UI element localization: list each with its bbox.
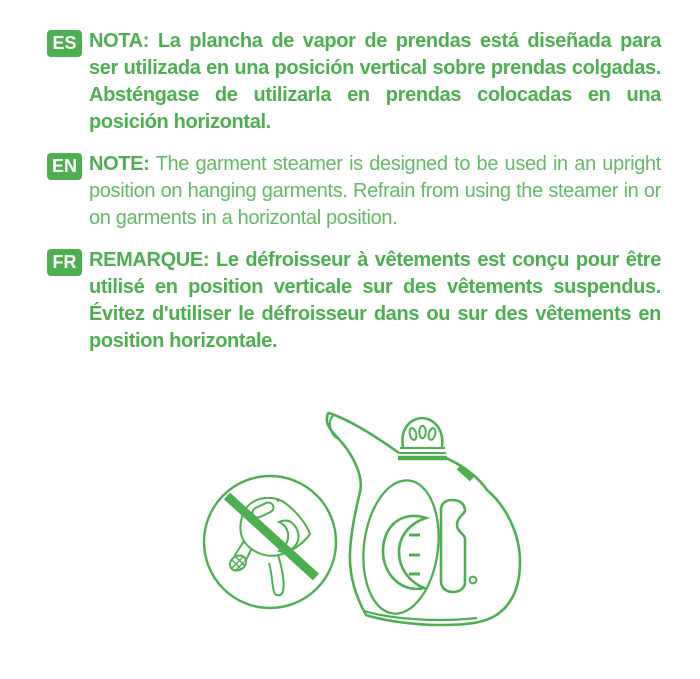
note-label-es: NOTA:: [89, 30, 150, 52]
garment-steamer-upright-illustration: [327, 413, 520, 625]
note-text-es: [89, 28, 661, 136]
note-label-fr: REMARQUE:: [89, 249, 210, 271]
handle-slot: [441, 500, 465, 592]
note-body-fr: Le défroisseur à vêtements est conçu pour être utilisé en position verticale sur des vêtements suspendus. Évitez d'utiliser le défroisseur dans ou sur des vêtements en position horizontale.: [89, 249, 661, 352]
language-badge-es: ES: [47, 30, 82, 57]
front-panel-seam: [356, 476, 446, 618]
language-badge-en: EN: [47, 153, 82, 180]
screw-dot: [470, 577, 477, 584]
note-text-en: [89, 151, 661, 232]
language-badge-fr: FR: [47, 249, 82, 276]
steamer-usage-illustration: [180, 392, 540, 642]
note-section-fr: [47, 247, 661, 355]
water-level-dashes: [409, 535, 420, 574]
shoulder-clip: [459, 467, 472, 479]
mini-spout-tail: [269, 555, 284, 595]
cap-vent-right: [427, 427, 436, 440]
note-body-en: The garment steamer is designed to be used in an upright position on hanging garments. Refrain from using the steamer in or on garments in a horizontal position.: [89, 153, 661, 229]
mini-clip-dot: [276, 498, 279, 501]
cap-vent-middle: [419, 426, 425, 439]
mini-steam-head: [227, 552, 249, 573]
water-window-crescent: [383, 516, 426, 589]
note-label-en: NOTE:: [89, 153, 150, 175]
note-section-en: [47, 151, 661, 232]
note-text-fr: [89, 247, 661, 355]
no-horizontal-use-icon: [204, 476, 336, 608]
note-section-es: [47, 28, 661, 136]
cap-vent-left: [408, 427, 417, 440]
cap-band: [399, 448, 446, 453]
notes-content: [47, 28, 661, 370]
prohibition-circle: [204, 476, 336, 608]
note-body-es: La plancha de vapor de prendas está diseñada para ser utilizada en una posición vertical sobre prendas colgadas. Absténgase de utilizarla en prendas colocadas en una posición horizontal.: [89, 30, 661, 133]
